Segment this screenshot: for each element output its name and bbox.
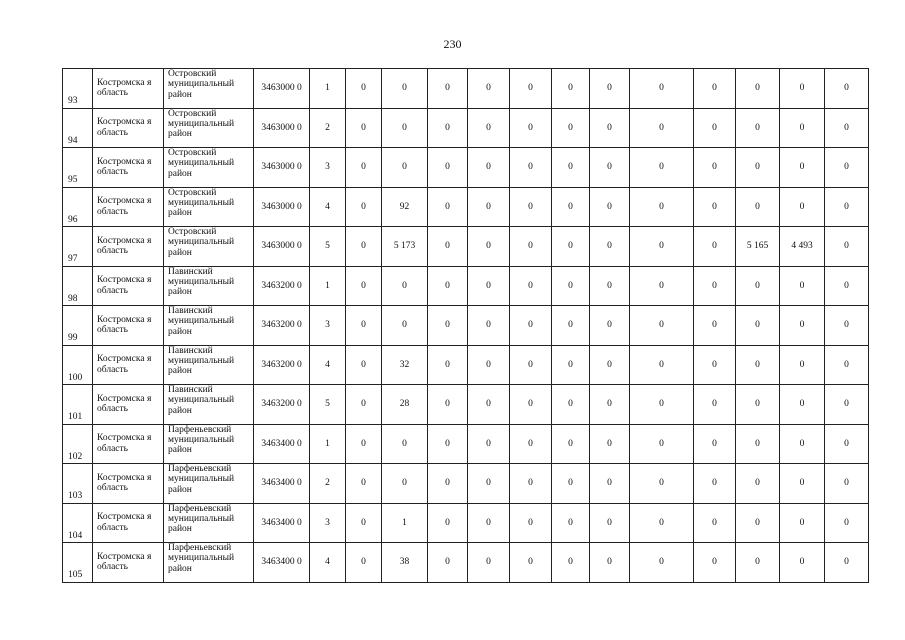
value-cell: 0 <box>346 108 382 148</box>
region-cell: Костромска я область <box>93 227 164 267</box>
region-cell: Костромска я область <box>93 464 164 504</box>
value-cell: 32 <box>382 345 428 385</box>
value-cell: 0 <box>382 464 428 504</box>
value-cell: 0 <box>630 385 694 425</box>
district-cell: Островский муниципальный район <box>164 227 254 267</box>
value-cell: 0 <box>694 306 736 346</box>
value-cell: 0 <box>825 385 869 425</box>
value-cell: 0 <box>780 543 825 583</box>
value-cell: 0 <box>552 148 590 188</box>
value-cell: 3 <box>310 306 346 346</box>
value-cell: 0 <box>382 108 428 148</box>
value-cell: 0 <box>552 385 590 425</box>
value-cell: 1 <box>310 69 346 109</box>
value-cell: 0 <box>694 187 736 227</box>
value-cell: 0 <box>468 345 510 385</box>
value-cell: 0 <box>694 345 736 385</box>
table-row <box>63 187 869 227</box>
value-cell: 0 <box>694 227 736 267</box>
value-cell: 0 <box>630 266 694 306</box>
value-cell: 0 <box>510 385 552 425</box>
value-cell: 0 <box>590 266 630 306</box>
region-cell: Костромска я область <box>93 266 164 306</box>
value-cell: 0 <box>694 148 736 188</box>
value-cell: 0 <box>468 543 510 583</box>
value-cell: 0 <box>468 69 510 109</box>
code-cell: 3463200 0 <box>254 345 310 385</box>
value-cell: 0 <box>590 69 630 109</box>
value-cell: 28 <box>382 385 428 425</box>
table-row <box>63 266 869 306</box>
value-cell: 1 <box>310 266 346 306</box>
region-cell: Костромска я область <box>93 424 164 464</box>
district-cell: Островский муниципальный район <box>164 148 254 188</box>
value-cell: 0 <box>590 385 630 425</box>
value-cell: 0 <box>825 108 869 148</box>
value-cell: 0 <box>468 187 510 227</box>
value-cell: 0 <box>346 69 382 109</box>
code-cell: 3463400 0 <box>254 503 310 543</box>
code-cell: 3463000 0 <box>254 148 310 188</box>
value-cell: 0 <box>825 306 869 346</box>
value-cell: 0 <box>630 306 694 346</box>
value-cell: 0 <box>694 464 736 504</box>
region-cell: Костромска я область <box>93 306 164 346</box>
district-cell: Павинский муниципальный район <box>164 385 254 425</box>
value-cell: 0 <box>468 108 510 148</box>
value-cell: 0 <box>590 543 630 583</box>
code-cell: 3463200 0 <box>254 306 310 346</box>
value-cell: 0 <box>780 464 825 504</box>
value-cell: 0 <box>694 424 736 464</box>
value-cell: 0 <box>468 503 510 543</box>
value-cell: 0 <box>736 187 780 227</box>
value-cell: 5 165 <box>736 227 780 267</box>
value-cell: 0 <box>346 148 382 188</box>
table-row <box>63 69 869 109</box>
value-cell: 0 <box>346 464 382 504</box>
code-cell: 3463400 0 <box>254 464 310 504</box>
row-number-cell: 99 <box>63 306 93 346</box>
value-cell: 1 <box>310 424 346 464</box>
value-cell: 0 <box>694 108 736 148</box>
value-cell: 0 <box>780 69 825 109</box>
district-cell: Парфеньевский муниципальный район <box>164 503 254 543</box>
value-cell: 0 <box>825 148 869 188</box>
row-number-cell: 96 <box>63 187 93 227</box>
value-cell: 38 <box>382 543 428 583</box>
value-cell: 0 <box>428 424 468 464</box>
row-number-cell: 94 <box>63 108 93 148</box>
value-cell: 0 <box>382 148 428 188</box>
value-cell: 0 <box>552 543 590 583</box>
district-cell: Павинский муниципальный район <box>164 266 254 306</box>
value-cell: 2 <box>310 108 346 148</box>
value-cell: 0 <box>825 227 869 267</box>
value-cell: 0 <box>736 69 780 109</box>
value-cell: 0 <box>736 543 780 583</box>
value-cell: 0 <box>510 108 552 148</box>
value-cell: 0 <box>510 306 552 346</box>
value-cell: 0 <box>630 227 694 267</box>
value-cell: 0 <box>694 266 736 306</box>
row-number-cell: 105 <box>63 543 93 583</box>
value-cell: 3 <box>310 148 346 188</box>
value-cell: 0 <box>510 227 552 267</box>
row-number-cell: 93 <box>63 69 93 109</box>
value-cell: 0 <box>630 345 694 385</box>
value-cell: 0 <box>630 69 694 109</box>
region-cell: Костромска я область <box>93 148 164 188</box>
district-cell: Островский муниципальный район <box>164 69 254 109</box>
table-row <box>63 148 869 188</box>
value-cell: 4 493 <box>780 227 825 267</box>
value-cell: 0 <box>468 148 510 188</box>
table-row <box>63 503 869 543</box>
table-row <box>63 424 869 464</box>
value-cell: 0 <box>590 503 630 543</box>
row-number-cell: 103 <box>63 464 93 504</box>
value-cell: 0 <box>510 543 552 583</box>
value-cell: 0 <box>694 543 736 583</box>
value-cell: 0 <box>382 424 428 464</box>
value-cell: 0 <box>825 69 869 109</box>
value-cell: 0 <box>510 424 552 464</box>
value-cell: 0 <box>510 187 552 227</box>
value-cell: 0 <box>630 187 694 227</box>
value-cell: 0 <box>736 424 780 464</box>
district-cell: Парфеньевский муниципальный район <box>164 424 254 464</box>
code-cell: 3463200 0 <box>254 385 310 425</box>
value-cell: 1 <box>382 503 428 543</box>
district-cell: Павинский муниципальный район <box>164 306 254 346</box>
value-cell: 4 <box>310 345 346 385</box>
value-cell: 0 <box>552 503 590 543</box>
value-cell: 0 <box>694 69 736 109</box>
value-cell: 2 <box>310 464 346 504</box>
value-cell: 0 <box>825 424 869 464</box>
value-cell: 0 <box>825 543 869 583</box>
row-number-cell: 95 <box>63 148 93 188</box>
row-number-cell: 104 <box>63 503 93 543</box>
table-row <box>63 227 869 267</box>
value-cell: 0 <box>382 266 428 306</box>
value-cell: 0 <box>590 108 630 148</box>
value-cell: 0 <box>346 266 382 306</box>
value-cell: 0 <box>590 306 630 346</box>
row-number-cell: 102 <box>63 424 93 464</box>
value-cell: 0 <box>780 148 825 188</box>
value-cell: 5 <box>310 227 346 267</box>
value-cell: 0 <box>346 306 382 346</box>
value-cell: 0 <box>346 543 382 583</box>
value-cell: 0 <box>382 69 428 109</box>
value-cell: 0 <box>346 503 382 543</box>
value-cell: 0 <box>552 227 590 267</box>
value-cell: 0 <box>552 345 590 385</box>
value-cell: 0 <box>428 266 468 306</box>
value-cell: 0 <box>552 306 590 346</box>
value-cell: 0 <box>552 266 590 306</box>
value-cell: 0 <box>346 345 382 385</box>
value-cell: 0 <box>468 266 510 306</box>
value-cell: 0 <box>552 69 590 109</box>
value-cell: 0 <box>590 227 630 267</box>
region-cell: Костромска я область <box>93 108 164 148</box>
value-cell: 0 <box>630 464 694 504</box>
value-cell: 0 <box>552 187 590 227</box>
value-cell: 0 <box>736 503 780 543</box>
value-cell: 0 <box>630 424 694 464</box>
value-cell: 0 <box>780 424 825 464</box>
code-cell: 3463000 0 <box>254 69 310 109</box>
value-cell: 0 <box>346 227 382 267</box>
row-number-cell: 100 <box>63 345 93 385</box>
value-cell: 0 <box>630 108 694 148</box>
region-cell: Костромска я область <box>93 543 164 583</box>
value-cell: 4 <box>310 543 346 583</box>
table-body <box>63 69 869 583</box>
district-cell: Парфеньевский муниципальный район <box>164 464 254 504</box>
value-cell: 0 <box>510 148 552 188</box>
value-cell: 0 <box>825 503 869 543</box>
value-cell: 0 <box>510 464 552 504</box>
code-cell: 3463000 0 <box>254 187 310 227</box>
value-cell: 0 <box>552 464 590 504</box>
table-row <box>63 345 869 385</box>
row-number-cell: 97 <box>63 227 93 267</box>
table-row <box>63 385 869 425</box>
row-number-cell: 98 <box>63 266 93 306</box>
value-cell: 0 <box>510 503 552 543</box>
value-cell: 0 <box>780 503 825 543</box>
value-cell: 0 <box>346 187 382 227</box>
value-cell: 0 <box>780 108 825 148</box>
value-cell: 0 <box>590 424 630 464</box>
code-cell: 3463200 0 <box>254 266 310 306</box>
region-cell: Костромска я область <box>93 345 164 385</box>
value-cell: 0 <box>346 424 382 464</box>
value-cell: 0 <box>382 306 428 346</box>
value-cell: 0 <box>780 266 825 306</box>
value-cell: 0 <box>736 148 780 188</box>
value-cell: 0 <box>736 385 780 425</box>
table-row <box>63 108 869 148</box>
region-cell: Костромска я область <box>93 187 164 227</box>
value-cell: 0 <box>825 464 869 504</box>
data-table <box>62 68 869 583</box>
code-cell: 3463400 0 <box>254 543 310 583</box>
page-number: 230 <box>443 37 462 51</box>
value-cell: 5 <box>310 385 346 425</box>
value-cell: 0 <box>780 306 825 346</box>
value-cell: 0 <box>590 148 630 188</box>
value-cell: 0 <box>780 385 825 425</box>
table-row <box>63 543 869 583</box>
code-cell: 3463000 0 <box>254 108 310 148</box>
row-number-cell: 101 <box>63 385 93 425</box>
value-cell: 0 <box>552 424 590 464</box>
value-cell: 0 <box>510 345 552 385</box>
value-cell: 0 <box>468 306 510 346</box>
value-cell: 0 <box>552 108 590 148</box>
value-cell: 0 <box>630 148 694 188</box>
value-cell: 0 <box>428 148 468 188</box>
table-row <box>63 306 869 346</box>
district-cell: Островский муниципальный район <box>164 187 254 227</box>
value-cell: 0 <box>736 464 780 504</box>
value-cell: 0 <box>468 464 510 504</box>
value-cell: 3 <box>310 503 346 543</box>
value-cell: 0 <box>630 503 694 543</box>
value-cell: 0 <box>468 227 510 267</box>
value-cell: 0 <box>428 69 468 109</box>
value-cell: 0 <box>428 227 468 267</box>
district-cell: Павинский муниципальный район <box>164 345 254 385</box>
value-cell: 0 <box>590 187 630 227</box>
value-cell: 0 <box>825 187 869 227</box>
value-cell: 0 <box>428 187 468 227</box>
value-cell: 0 <box>694 503 736 543</box>
value-cell: 0 <box>736 266 780 306</box>
value-cell: 0 <box>428 543 468 583</box>
value-cell: 0 <box>428 464 468 504</box>
value-cell: 0 <box>694 385 736 425</box>
value-cell: 0 <box>346 385 382 425</box>
region-cell: Костромска я область <box>93 385 164 425</box>
value-cell: 0 <box>468 385 510 425</box>
table-row <box>63 464 869 504</box>
value-cell: 0 <box>736 345 780 385</box>
value-cell: 0 <box>825 345 869 385</box>
value-cell: 0 <box>510 266 552 306</box>
value-cell: 0 <box>780 187 825 227</box>
district-cell: Парфеньевский муниципальный район <box>164 543 254 583</box>
region-cell: Костромска я область <box>93 503 164 543</box>
value-cell: 0 <box>590 464 630 504</box>
region-cell: Костромска я область <box>93 69 164 109</box>
district-cell: Островский муниципальный район <box>164 108 254 148</box>
code-cell: 3463400 0 <box>254 424 310 464</box>
value-cell: 0 <box>510 69 552 109</box>
code-cell: 3463000 0 <box>254 227 310 267</box>
value-cell: 0 <box>428 503 468 543</box>
value-cell: 0 <box>428 108 468 148</box>
value-cell: 92 <box>382 187 428 227</box>
value-cell: 0 <box>428 385 468 425</box>
value-cell: 0 <box>736 108 780 148</box>
value-cell: 0 <box>780 345 825 385</box>
value-cell: 5 173 <box>382 227 428 267</box>
value-cell: 0 <box>630 543 694 583</box>
value-cell: 0 <box>590 345 630 385</box>
value-cell: 0 <box>736 306 780 346</box>
value-cell: 0 <box>428 306 468 346</box>
value-cell: 0 <box>468 424 510 464</box>
value-cell: 0 <box>428 345 468 385</box>
value-cell: 0 <box>825 266 869 306</box>
value-cell: 4 <box>310 187 346 227</box>
